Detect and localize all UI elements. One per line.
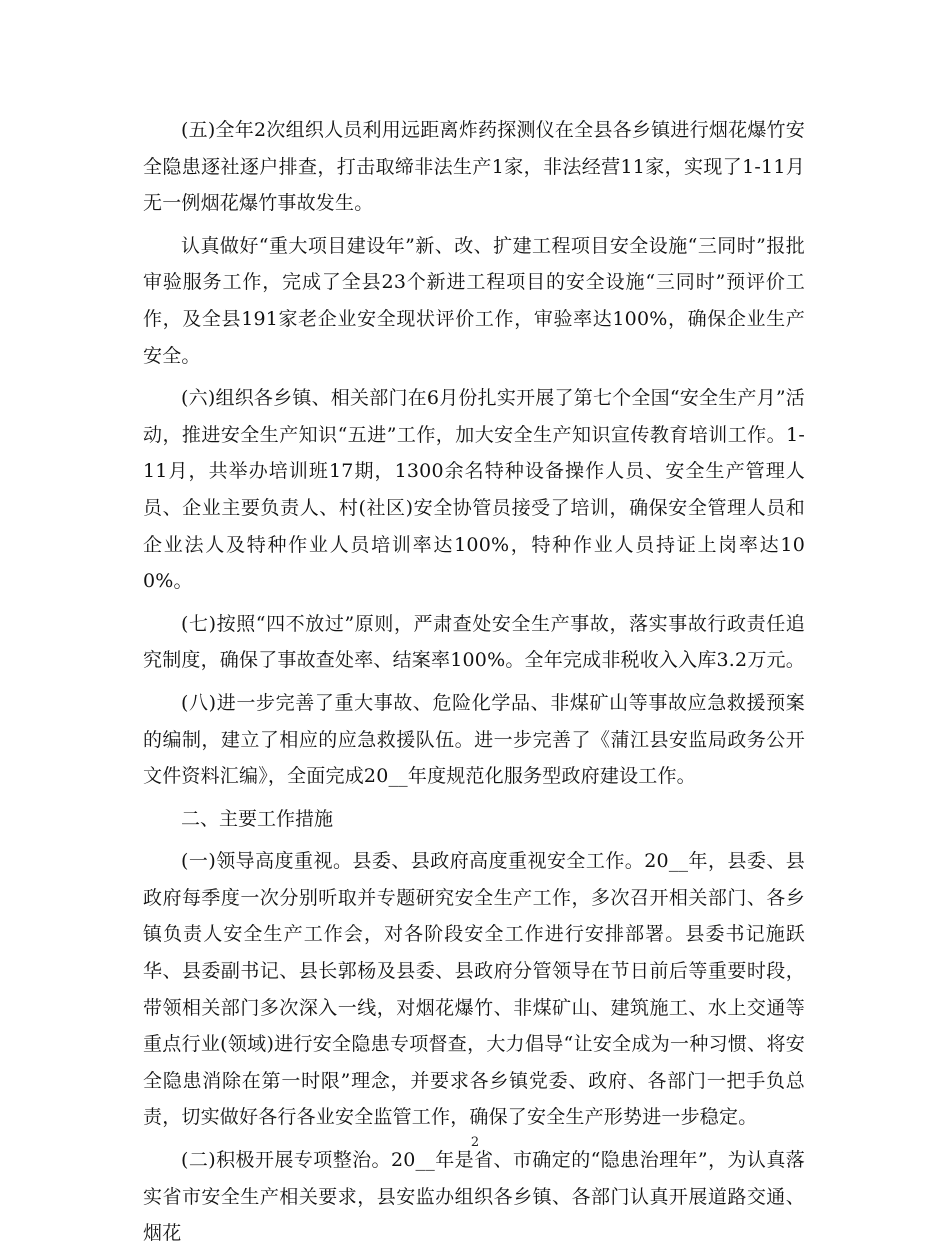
paragraph-special-rectification: (二)积极开展专项整治。20__年是省、市确定的“隐患治理年”，为认真落实省市安全生产相关要求，县安监办组织各乡镇、各部门认真开展道路交通、烟花: [143, 1149, 805, 1245]
paragraph-leadership: (一)领导高度重视。县委、县政府高度重视安全工作。20__年，县委、县政府每季度一次分别听取并专题研究安全生产工作，多次召开相关部门、各乡镇负责人安全生产工作会，对各阶段安全工作进行安排部署。县委书记施跃华、县委副书记、县长郭杨及县委、县政府分管领导在节日前后等重要时段，带领相关部门多次深入一线，对烟花爆竹、非煤矿山、建筑施工、水上交通等重点行业(领域)进行安全隐患专项督查，大力倡导“让安全成为一种习惯、将安全隐患消除在第一时限”理念，并要求各乡镇党委、政府、各部门一把手负总责，切实做好各行各业安全监管工作，确保了安全生产形势进一步稳定。: [143, 850, 805, 1129]
paragraph-accident-investigation: (七)按照“四不放过”原则，严肃查处安全生产事故，落实事故行政责任追究制度，确保了事故查处率、结案率100%。全年完成非税收入入库3.2万元。: [143, 612, 805, 672]
paragraph-safety-month: (六)组织各乡镇、相关部门在6月份扎实开展了第七个全国“安全生产月”活动，推进安全生产知识“五进”工作，加大安全生产知识宣传教育培训工作。1-11月，共举办培训班17期，1300余名特种设备操作人员、安全生产管理人员、企业主要负责人、村(社区)安全协管员接受了培训，确保安全管理人员和企业法人及特种作业人员培训率达100%，特种作业人员持证上岗率达100%。: [143, 387, 805, 593]
page-number: 2: [470, 1135, 480, 1150]
section-heading: 二、主要工作措施: [181, 807, 334, 830]
paragraph-fireworks-inspection: (五)全年2次组织人员利用远距离炸药探测仪在全县各乡镇进行烟花爆竹安全隐患逐社逐户排查，打击取缔非法生产1家，非法经营11家，实现了1-11月无一例烟花爆竹事故发生。: [143, 119, 805, 215]
document-body: [143, 112, 805, 1258]
paragraph-emergency-plans: (八)进一步完善了重大事故、危险化学品、非煤矿山等事故应急救援预案的编制，建立了相应的应急救援队伍。进一步完善了《蒲江县安监局政务公开文件资料汇编》，全面完成20__年度规范化服务型政府建设工作。: [143, 691, 805, 788]
paragraph-three-simultaneous: 认真做好“重大项目建设年”新、改、扩建工程项目安全设施“三同时”报批审验服务工作，完成了全县23个新进工程项目的安全设施“三同时”预评价工作，及全县191家老企业安全现状评价工作，审验率达100%，确保企业生产安全。: [143, 234, 805, 367]
